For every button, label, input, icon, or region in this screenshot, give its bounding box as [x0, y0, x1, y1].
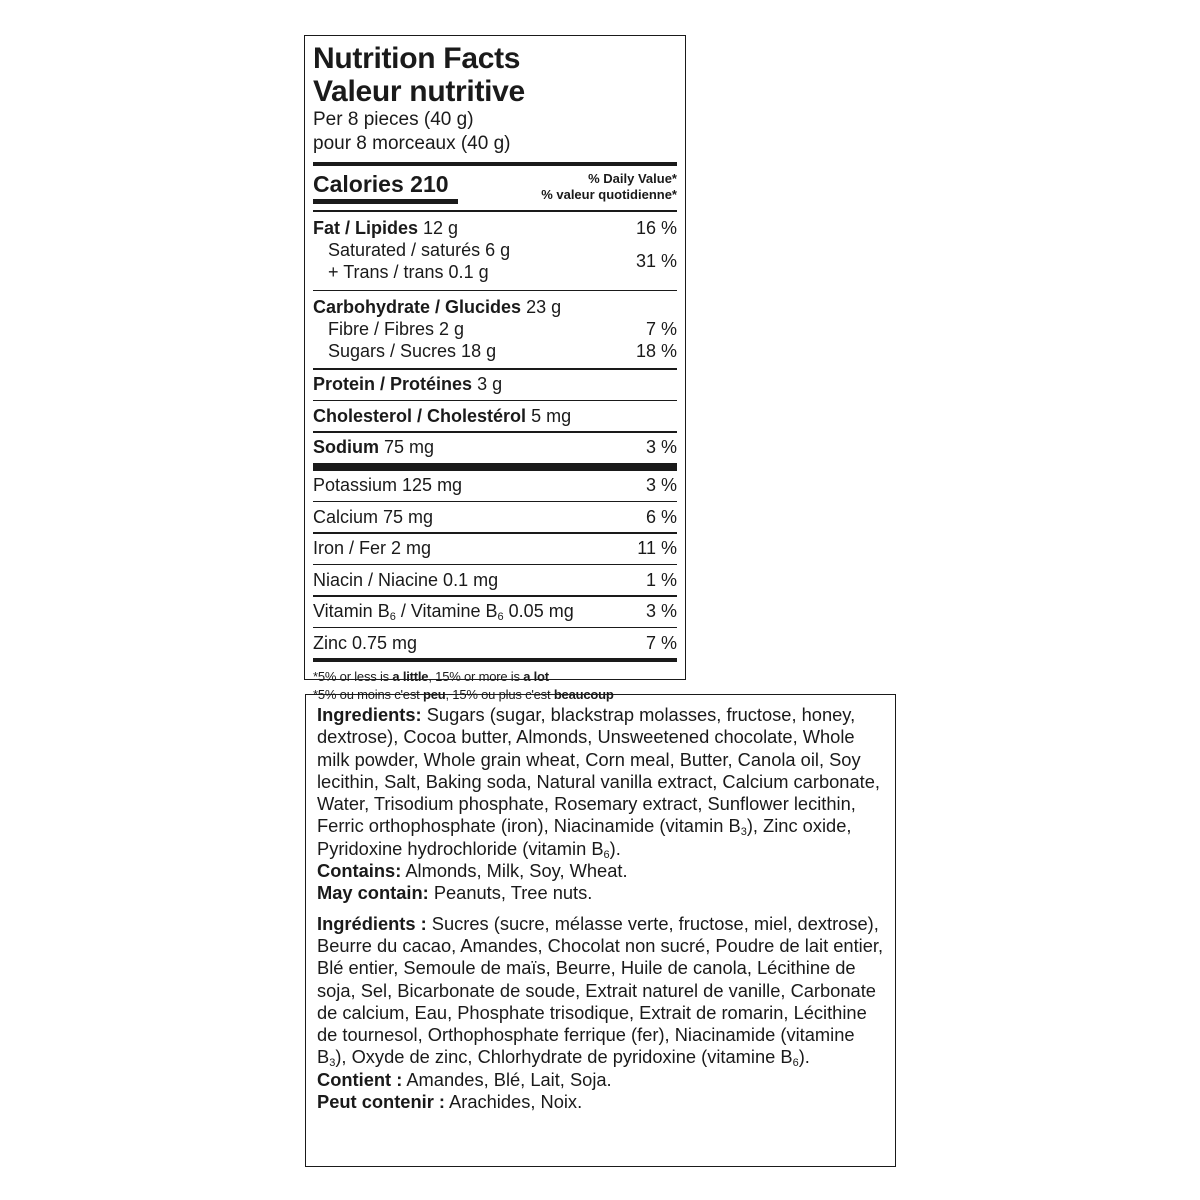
calories: Calories 210 — [313, 171, 449, 197]
footnote-en: *5% or less is a little, 15% or more is a lot — [313, 669, 549, 684]
serving-en: Per 8 pieces (40 g) — [313, 109, 474, 130]
sat-trans-row — [313, 239, 677, 283]
calories-bar — [313, 199, 458, 204]
nutrition-facts-table — [304, 35, 686, 702]
calories-row — [313, 166, 677, 210]
peut-contenir-fr: Peut contenir : Arachides, Noix. — [317, 1091, 583, 1113]
divider-thick — [313, 463, 677, 471]
may-contain-en: May contain: Peanuts, Tree nuts. — [317, 882, 593, 904]
ingredients-fr: Ingrédients : Sucres (sucre, mélasse verte, fructose, miel, dextrose), Beurre du cacao, Amandes, Chocolat non sucré, Poudre de lait entier, Blé entier, Semoule de maïs, Beurre, Huile de canola, Lécithine de soja, Sel, Bicarbonate de soude, Extrait naturel de vanille, Carbonate de calcium, Eau, Phosphate trisodique, Extrait de romarin, Lécithine de tournesol, Orthophosphate ferrique (fer), Niacinamide (vitamine $B_3$), Oxyde de zinc, Chlorhydrate de pyridoxine (vitamine $B_6$). — [317, 912, 884, 1070]
sat-trans-pct: 31 % — [635, 250, 677, 271]
vitamin-b6-row: Vitamin $B_6$ / Vitamine $B_6$ 0.05 mg 3 % — [313, 601, 677, 623]
zinc-row: Zinc 0.75 mg 7 % — [313, 632, 677, 653]
carb-row: Carbohydrate / Glucides 23 g — [313, 297, 562, 317]
sodium-row: Sodium 75 mg 3 % — [313, 437, 677, 457]
serving-fr: pour 8 morceaux (40 g) — [313, 133, 511, 154]
daily-value-header: % Daily Value* % valeur quotidienne* — [541, 171, 677, 202]
ingredients-en: Ingredients: Sugars (sugar, blackstrap molasses, fructose, honey, dextrose), Cocoa butter, Almonds, Unsweetened chocolate, Whole milk powder, Whole grain wheat, Corn meal, Butter, Canola oil, Soy lecithin, Salt, Baking soda, Natural vanilla extract, Calcium carbonate, Water, Trisodium phosphate, Rosemary extract, Sunflower lecithin, Ferric orthophosphate (iron), Niacinamide (vitamin $B_3$), Zinc oxide, Pyridoxine hydrochloride (vitamin $B_6$). — [317, 704, 880, 861]
carb-block — [313, 291, 677, 368]
cholesterol-row: Cholesterol / Cholestérol 5 mg — [313, 405, 572, 426]
contient-fr: Contient : Amandes, Blé, Lait, Soja. — [317, 1068, 612, 1090]
footnote-fr: *5% ou moins c'est peu, 15% ou plus c'est beaucoup — [313, 687, 614, 702]
niacin-row: Niacin / Niacine 0.1 mg 1 % — [313, 569, 677, 590]
title-fr: Valeur nutritive — [313, 75, 525, 108]
fibre-row: Fibre / Fibres 2 g 7 % — [328, 319, 677, 339]
ingredients-panel — [305, 694, 896, 1167]
title-en: Nutrition Facts — [313, 42, 521, 75]
sugars-row: Sugars / Sucres 18 g 18 % — [328, 341, 677, 361]
protein-row: Protein / Protéines 3 g — [313, 374, 503, 394]
potassium-row: Potassium 125 mg 3 % — [313, 475, 677, 495]
fat-block — [313, 212, 677, 290]
saturated-label: Saturated / saturés 6 g — [328, 239, 511, 260]
fat-row: Fat / Lipides 12 g 16 % — [313, 217, 677, 238]
contains-en: Contains: Almonds, Milk, Soy, Wheat. — [317, 860, 628, 882]
trans-label: + Trans / trans 0.1 g — [328, 261, 489, 282]
calcium-row: Calcium 75 mg 6 % — [313, 506, 677, 527]
iron-row: Iron / Fer 2 mg 11 % — [313, 538, 677, 558]
